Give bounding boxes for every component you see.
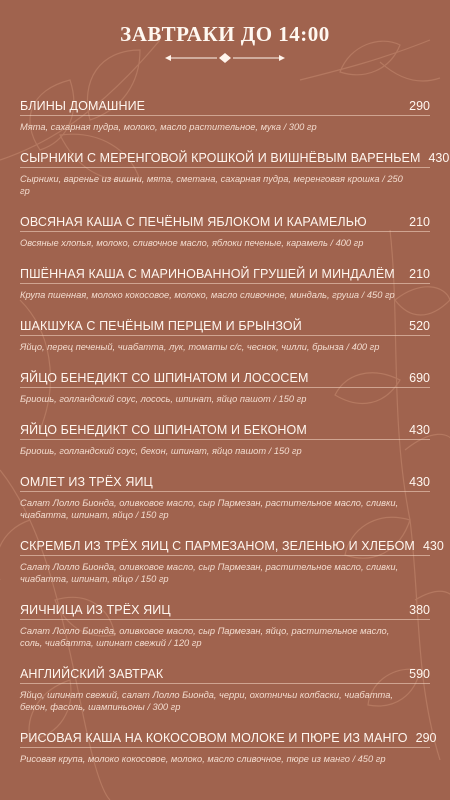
menu-item xyxy=(20,151,450,197)
item-price: 290 xyxy=(409,99,430,113)
item-price: 430 xyxy=(422,539,444,553)
item-name: СКРЕМБЛ ИЗ ТРЁХ ЯИЦ С ПАРМЕЗАНОМ, ЗЕЛЕНЬЮ И ХЛЕБОМ xyxy=(20,539,415,553)
item-name: АНГЛИЙСКИЙ ЗАВТРАК xyxy=(20,667,164,681)
item-price: 430 xyxy=(409,475,430,489)
item-description: Яйцо, перец печеный, чиабатта, лук, томаты с/с, чеснок, чилли, брынза / 400 гр xyxy=(20,342,380,352)
menu-item xyxy=(20,731,437,765)
menu-item xyxy=(20,215,430,249)
item-name: БЛИНЫ ДОМАШНИЕ xyxy=(20,99,146,113)
item-price: 430 xyxy=(409,423,430,437)
page-title: ЗАВТРАКИ ДО 14:00 xyxy=(120,22,330,46)
item-price: 430 xyxy=(428,151,450,165)
item-description: Салат Лолло Бионда, оливковое масло, сыр Пармезан, растительное масло, сливки, чиабатта, шпинат, яйцо / 150 гр xyxy=(20,562,399,584)
item-name: ШАКШУКА С ПЕЧЁНЫМ ПЕРЦЕМ И БРЫНЗОЙ xyxy=(20,319,302,333)
item-name: ЯЙЦО БЕНЕДИКТ СО ШПИНАТОМ И ЛОСОСЕМ xyxy=(20,371,309,385)
item-price: 210 xyxy=(409,267,430,281)
item-description: Бриошь, голландский соус, бекон, шпинат, яйцо пашот / 150 гр xyxy=(20,446,302,456)
item-price: 590 xyxy=(409,667,430,681)
item-description: Рисовая крупа, молоко кокосовое, молоко, масло сливочное, пюре из манго / 450 гр xyxy=(20,754,386,764)
item-price: 690 xyxy=(409,371,430,385)
menu-item xyxy=(20,267,430,301)
item-name: ОМЛЕТ ИЗ ТРЁХ ЯИЦ xyxy=(20,475,153,489)
item-description: Крупа пшенная, молоко кокосовое, молоко, масло сливочное, миндаль, груша / 450 гр xyxy=(20,290,395,300)
menu-item xyxy=(20,603,430,649)
item-name: ЯЙЦО БЕНЕДИКТ СО ШПИНАТОМ И БЕКОНОМ xyxy=(20,423,307,437)
item-name: ПШЁННАЯ КАША С МАРИНОВАННОЙ ГРУШЕЙ И МИНДАЛЁМ xyxy=(20,267,395,281)
item-description: Салат Лолло Бионда, оливковое масло, сыр Пармезан, яйцо, растительное масло, соль, чиабатта, шпинат свежий / 120 гр xyxy=(20,626,390,648)
item-description: Салат Лолло Бионда, оливковое масло, сыр Пармезан, растительное масло, сливки, чиабатта, шпинат, яйцо / 150 гр xyxy=(20,498,399,520)
item-description: Мята, сахарная пудра, молоко, масло растительное, мука / 300 гр xyxy=(20,122,317,132)
menu-item xyxy=(20,539,444,585)
item-name: СЫРНИКИ С МЕРЕНГОВОЙ КРОШКОЙ И ВИШНЁВЫМ ВАРЕНЬЕМ xyxy=(20,151,421,165)
item-price: 210 xyxy=(409,215,430,229)
item-description: Сырники, варенье из вишни, мята, сметана, сахарная пудра, меренговая крошка / 250 гр xyxy=(20,174,403,196)
item-description: Овсяные хлопья, молоко, сливочное масло, яблоки печеные, карамель / 400 гр xyxy=(20,238,364,248)
item-name: РИСОВАЯ КАША НА КОКОСОВОМ МОЛОКЕ И ПЮРЕ ИЗ МАНГО xyxy=(20,731,408,745)
menu-item xyxy=(20,99,430,133)
item-name: ЯИЧНИЦА ИЗ ТРЁХ ЯИЦ xyxy=(20,603,171,617)
item-description: Бриошь, голландский соус, лосось, шпинат, яйцо пашот / 150 гр xyxy=(20,394,307,404)
leaf-divider-icon xyxy=(165,53,285,63)
menu-item xyxy=(20,423,430,457)
item-name: ОВСЯНАЯ КАША С ПЕЧЁНЫМ ЯБЛОКОМ И КАРАМЕЛЬЮ xyxy=(20,215,367,229)
menu-item xyxy=(20,319,430,353)
item-price: 520 xyxy=(409,319,430,333)
item-price: 380 xyxy=(409,603,430,617)
item-price: 290 xyxy=(415,731,437,745)
menu-item xyxy=(20,475,430,521)
menu-item xyxy=(20,371,430,405)
menu-item xyxy=(20,667,430,713)
menu-list xyxy=(20,99,450,783)
menu-header xyxy=(0,22,450,63)
item-description: Яйцо, шпинат свежий, салат Лолло Бионда, черри, охотничьи колбаски, чиабатта, бекон, фасоль, шампиньоны / 300 гр xyxy=(20,690,393,712)
